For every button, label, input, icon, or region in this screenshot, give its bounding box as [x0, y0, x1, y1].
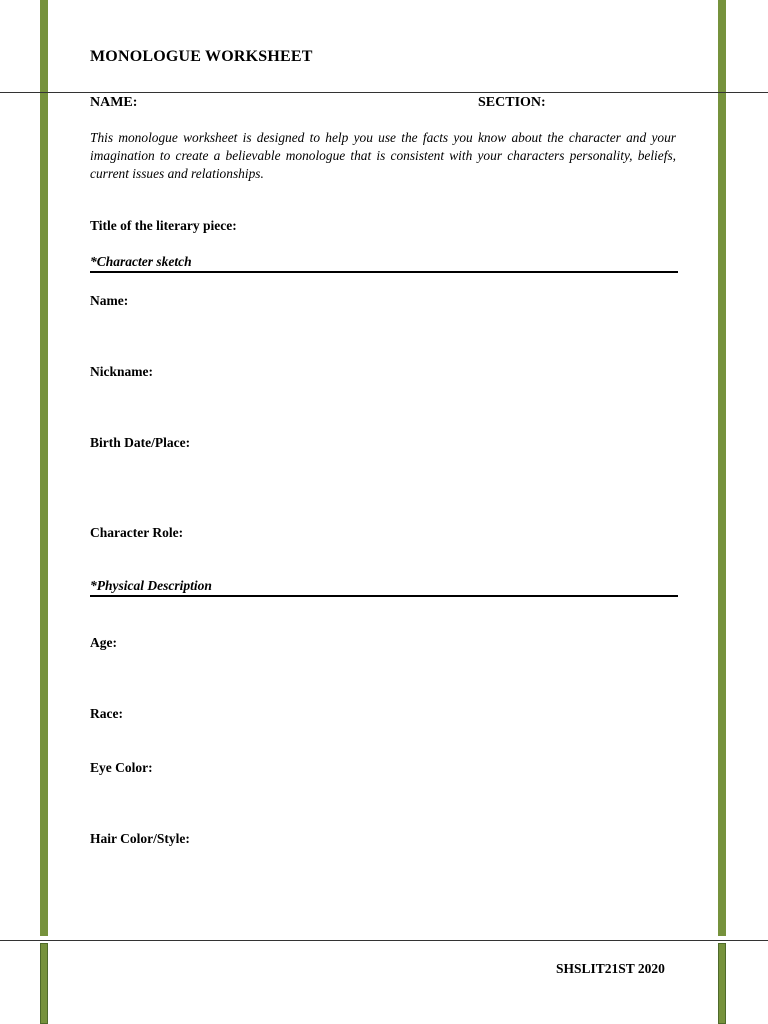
character-sketch-heading: *Character sketch	[90, 254, 678, 273]
name-label: NAME:	[90, 95, 138, 110]
literary-piece-label: Title of the literary piece:	[90, 218, 237, 233]
section-label: SECTION:	[478, 95, 546, 110]
character-role-label: Character Role:	[90, 525, 184, 540]
eye-color-label: Eye Color:	[90, 760, 153, 775]
birth-date-place-label: Birth Date/Place:	[90, 435, 191, 450]
character-name-label: Name:	[90, 293, 129, 308]
intro-paragraph: This monologue worksheet is designed to help you use the facts you know about the character and your imagination to create a believable monologue that is consistent with your characters personality, beliefs, current issues and relationships.	[90, 130, 676, 181]
footer-code: SHSLIT21ST 2020	[556, 961, 665, 976]
age-label: Age:	[90, 635, 117, 650]
nickname-label: Nickname:	[90, 364, 153, 379]
race-label: Race:	[90, 706, 123, 721]
right-footer-bar	[718, 943, 726, 1024]
worksheet-title: MONOLOGUE WORKSHEET	[90, 48, 313, 65]
header-divider	[0, 92, 768, 93]
left-border-bar	[40, 0, 48, 936]
hair-color-style-label: Hair Color/Style:	[90, 831, 190, 846]
right-border-bar	[718, 0, 726, 936]
left-footer-bar	[40, 943, 48, 1024]
physical-description-heading: *Physical Description	[90, 578, 678, 597]
footer-divider	[0, 940, 768, 941]
